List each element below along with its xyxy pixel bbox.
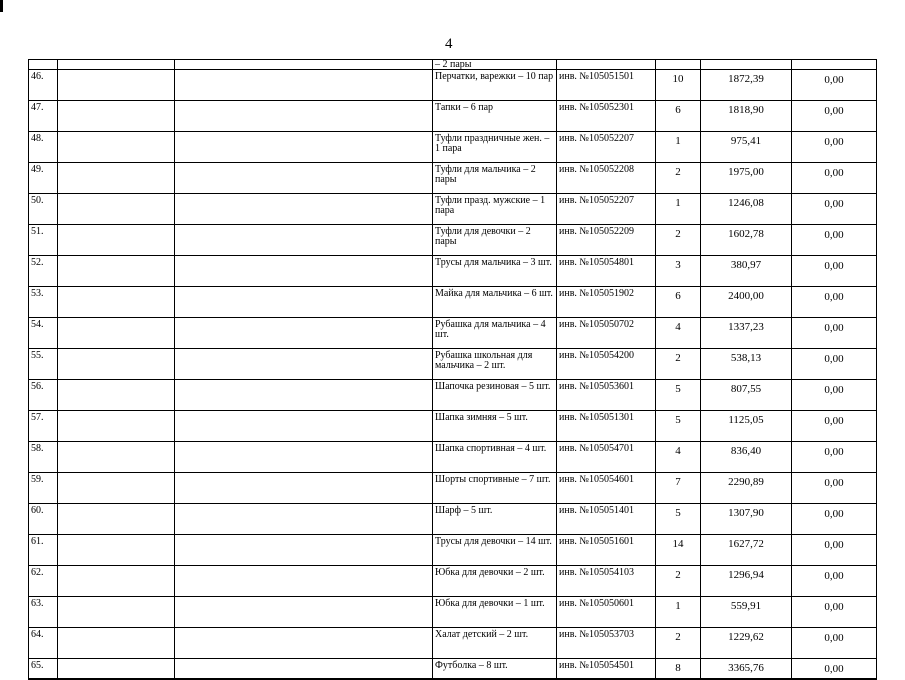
cell-inventory-number: инв. №105054501 — [557, 659, 656, 680]
cell-empty — [175, 442, 433, 473]
cell-num: 61. — [29, 535, 58, 566]
cell-continuation-text: – 2 пары — [433, 60, 557, 70]
table-row — [29, 287, 877, 318]
scan-edge-mark — [0, 0, 3, 12]
cell-residual: 0,00 — [792, 473, 877, 504]
cell-residual: 0,00 — [792, 380, 877, 411]
cell-item-name: Шарф – 5 шт. — [433, 504, 557, 535]
cell-sum: 1307,90 — [701, 504, 792, 535]
cell-quantity: 1 — [656, 597, 701, 628]
cell-residual: 0,00 — [792, 287, 877, 318]
table-row — [29, 504, 877, 535]
cell-empty — [58, 442, 175, 473]
cell-sum: 380,97 — [701, 256, 792, 287]
cell-empty — [58, 628, 175, 659]
cell-inventory-number: инв. №105051301 — [557, 411, 656, 442]
cell-item-name: Рубашка школьная для мальчика – 2 шт. — [433, 349, 557, 380]
cell-num: 48. — [29, 132, 58, 163]
cell-empty — [58, 70, 175, 101]
cell-residual: 0,00 — [792, 194, 877, 225]
cell-sum: 1975,00 — [701, 163, 792, 194]
table-row — [29, 163, 877, 194]
cell-sum: 1337,23 — [701, 318, 792, 349]
cell-residual: 0,00 — [792, 101, 877, 132]
cell-inventory-number: инв. №105051902 — [557, 287, 656, 318]
cell-quantity: 2 — [656, 225, 701, 256]
cell-residual: 0,00 — [792, 628, 877, 659]
cell-num: 62. — [29, 566, 58, 597]
table-row — [29, 628, 877, 659]
table-row — [29, 194, 877, 225]
cell-residual: 0,00 — [792, 318, 877, 349]
cell-quantity: 2 — [656, 163, 701, 194]
cell-item-name: Туфли праздничные жен. – 1 пара — [433, 132, 557, 163]
cell-num: 64. — [29, 628, 58, 659]
cell-residual: 0,00 — [792, 442, 877, 473]
cell-empty — [58, 504, 175, 535]
cell-sum: 3365,76 — [701, 659, 792, 680]
cell-sum: 1296,94 — [701, 566, 792, 597]
cell-empty — [175, 225, 433, 256]
cell-num: 58. — [29, 442, 58, 473]
cell-num: 56. — [29, 380, 58, 411]
cell-item-name: Перчатки, варежки – 10 пар — [433, 70, 557, 101]
cell-num: 52. — [29, 256, 58, 287]
cell-empty — [175, 132, 433, 163]
cell-empty — [58, 349, 175, 380]
table-row — [29, 442, 877, 473]
cell-item-name: Майка для мальчика – 6 шт. — [433, 287, 557, 318]
cell-quantity: 10 — [656, 70, 701, 101]
cell-residual: 0,00 — [792, 411, 877, 442]
table-row — [29, 411, 877, 442]
cell-item-name: Шапка зимняя – 5 шт. — [433, 411, 557, 442]
cell-sum — [701, 60, 792, 70]
page-number: 4 — [445, 36, 453, 52]
cell-item-name: Халат детский – 2 шт. — [433, 628, 557, 659]
cell-empty — [58, 566, 175, 597]
cell-num: 59. — [29, 473, 58, 504]
cell-residual: 0,00 — [792, 504, 877, 535]
cell-empty — [58, 60, 175, 70]
cell-inventory-number: инв. №105054601 — [557, 473, 656, 504]
cell-empty — [58, 163, 175, 194]
cell-empty — [175, 597, 433, 628]
cell-item-name: Туфли для мальчика – 2 пары — [433, 163, 557, 194]
cell-empty — [175, 628, 433, 659]
cell-inventory-number: инв. №105052301 — [557, 101, 656, 132]
table-row — [29, 318, 877, 349]
cell-empty — [58, 380, 175, 411]
cell-quantity: 5 — [656, 411, 701, 442]
cell-item-name: Шорты спортивные – 7 шт. — [433, 473, 557, 504]
table-row — [29, 349, 877, 380]
cell-sum: 836,40 — [701, 442, 792, 473]
cell-sum: 2290,89 — [701, 473, 792, 504]
cell-empty — [58, 535, 175, 566]
cell-empty — [175, 101, 433, 132]
table-row — [29, 659, 877, 680]
cell-empty — [58, 101, 175, 132]
cell-item-name: Рубашка для мальчика – 4 шт. — [433, 318, 557, 349]
cell-sum: 1872,39 — [701, 70, 792, 101]
cell-quantity: 6 — [656, 287, 701, 318]
cell-sum: 1602,78 — [701, 225, 792, 256]
cell-num: 60. — [29, 504, 58, 535]
cell-inventory-number: инв. №105054701 — [557, 442, 656, 473]
cell-empty — [175, 163, 433, 194]
cell-num: 51. — [29, 225, 58, 256]
cell-inventory-number: инв. №105052207 — [557, 132, 656, 163]
cell-residual: 0,00 — [792, 225, 877, 256]
cell-inventory-number: инв. №105051501 — [557, 70, 656, 101]
cell-quantity: 2 — [656, 566, 701, 597]
cell-inventory-number: инв. №105052209 — [557, 225, 656, 256]
cell-item-name: Трусы для мальчика – 3 шт. — [433, 256, 557, 287]
cell-residual: 0,00 — [792, 349, 877, 380]
table-row — [29, 101, 877, 132]
cell-num: 50. — [29, 194, 58, 225]
cell-empty — [175, 504, 433, 535]
cell-inventory-number: инв. №105054200 — [557, 349, 656, 380]
cell-quantity: 5 — [656, 380, 701, 411]
cell-inventory-number: инв. №105052208 — [557, 163, 656, 194]
cell-inventory-number: инв. №105053601 — [557, 380, 656, 411]
cell-qty — [656, 60, 701, 70]
cell-quantity: 4 — [656, 318, 701, 349]
cell-item-name: Шапка спортивная – 4 шт. — [433, 442, 557, 473]
cell-empty — [175, 659, 433, 680]
cell-sum: 807,55 — [701, 380, 792, 411]
cell-inventory-number: инв. №105052207 — [557, 194, 656, 225]
cell-empty — [58, 287, 175, 318]
cell-residual: 0,00 — [792, 566, 877, 597]
cell-empty — [58, 194, 175, 225]
table-row — [29, 256, 877, 287]
cell-num — [29, 60, 58, 70]
table-row — [29, 70, 877, 101]
cell-quantity: 2 — [656, 349, 701, 380]
cell-num: 46. — [29, 70, 58, 101]
table-row — [29, 225, 877, 256]
cell-quantity: 2 — [656, 628, 701, 659]
cell-item-name: Шапочка резиновая – 5 шт. — [433, 380, 557, 411]
cell-empty — [58, 411, 175, 442]
cell-rest — [792, 60, 877, 70]
cell-residual: 0,00 — [792, 535, 877, 566]
cell-num: 54. — [29, 318, 58, 349]
cell-empty — [58, 659, 175, 680]
cell-sum: 1246,08 — [701, 194, 792, 225]
cell-quantity: 7 — [656, 473, 701, 504]
cell-residual: 0,00 — [792, 256, 877, 287]
cell-empty — [175, 318, 433, 349]
cell-quantity: 1 — [656, 194, 701, 225]
inventory-table — [28, 59, 877, 680]
cell-empty — [175, 349, 433, 380]
cell-empty — [175, 70, 433, 101]
table-row-continuation — [29, 60, 877, 70]
cell-inventory-number: инв. №105051401 — [557, 504, 656, 535]
cell-quantity: 5 — [656, 504, 701, 535]
cell-inventory-number: инв. №105051601 — [557, 535, 656, 566]
cell-residual: 0,00 — [792, 597, 877, 628]
cell-num: 65. — [29, 659, 58, 680]
cell-sum: 1818,90 — [701, 101, 792, 132]
cell-item-name: Юбка для девочки – 1 шт. — [433, 597, 557, 628]
cell-sum: 1229,62 — [701, 628, 792, 659]
cell-inventory-number: инв. №105050702 — [557, 318, 656, 349]
cell-sum: 2400,00 — [701, 287, 792, 318]
cell-empty — [58, 597, 175, 628]
cell-num: 47. — [29, 101, 58, 132]
cell-num: 49. — [29, 163, 58, 194]
cell-sum: 975,41 — [701, 132, 792, 163]
cell-inventory-number: инв. №105054103 — [557, 566, 656, 597]
cell-empty — [175, 473, 433, 504]
cell-quantity: 3 — [656, 256, 701, 287]
cell-empty — [175, 380, 433, 411]
cell-sum: 1627,72 — [701, 535, 792, 566]
table-row — [29, 473, 877, 504]
table-row — [29, 535, 877, 566]
cell-inventory-number: инв. №105050601 — [557, 597, 656, 628]
cell-num: 63. — [29, 597, 58, 628]
cell-quantity: 4 — [656, 442, 701, 473]
cell-empty — [175, 566, 433, 597]
cell-empty — [175, 287, 433, 318]
cell-empty — [175, 194, 433, 225]
cell-item-name: Туфли празд. мужские – 1 пара — [433, 194, 557, 225]
cell-num: 53. — [29, 287, 58, 318]
table-row — [29, 132, 877, 163]
cell-residual: 0,00 — [792, 132, 877, 163]
cell-quantity: 6 — [656, 101, 701, 132]
cell-empty — [58, 318, 175, 349]
cell-sum: 1125,05 — [701, 411, 792, 442]
cell-item-name: Тапки – 6 пар — [433, 101, 557, 132]
cell-num: 57. — [29, 411, 58, 442]
cell-residual: 0,00 — [792, 163, 877, 194]
cell-empty — [175, 535, 433, 566]
cell-item-name: Юбка для девочки – 2 шт. — [433, 566, 557, 597]
cell-empty — [58, 225, 175, 256]
cell-sum: 559,91 — [701, 597, 792, 628]
cell-empty — [175, 256, 433, 287]
cell-sum: 538,13 — [701, 349, 792, 380]
cell-residual: 0,00 — [792, 659, 877, 680]
table-row — [29, 566, 877, 597]
cell-inventory-number: инв. №105053703 — [557, 628, 656, 659]
table-row — [29, 380, 877, 411]
cell-empty — [175, 60, 433, 70]
cell-empty — [175, 411, 433, 442]
cell-inv — [557, 60, 656, 70]
cell-item-name: Трусы для девочки – 14 шт. — [433, 535, 557, 566]
cell-num: 55. — [29, 349, 58, 380]
cell-empty — [58, 132, 175, 163]
cell-residual: 0,00 — [792, 70, 877, 101]
table-row — [29, 597, 877, 628]
cell-inventory-number: инв. №105054801 — [557, 256, 656, 287]
cell-quantity: 14 — [656, 535, 701, 566]
cell-item-name: Туфли для девочки – 2 пары — [433, 225, 557, 256]
cell-quantity: 8 — [656, 659, 701, 680]
cell-item-name: Футболка – 8 шт. — [433, 659, 557, 680]
cell-quantity: 1 — [656, 132, 701, 163]
cell-empty — [58, 473, 175, 504]
cell-empty — [58, 256, 175, 287]
